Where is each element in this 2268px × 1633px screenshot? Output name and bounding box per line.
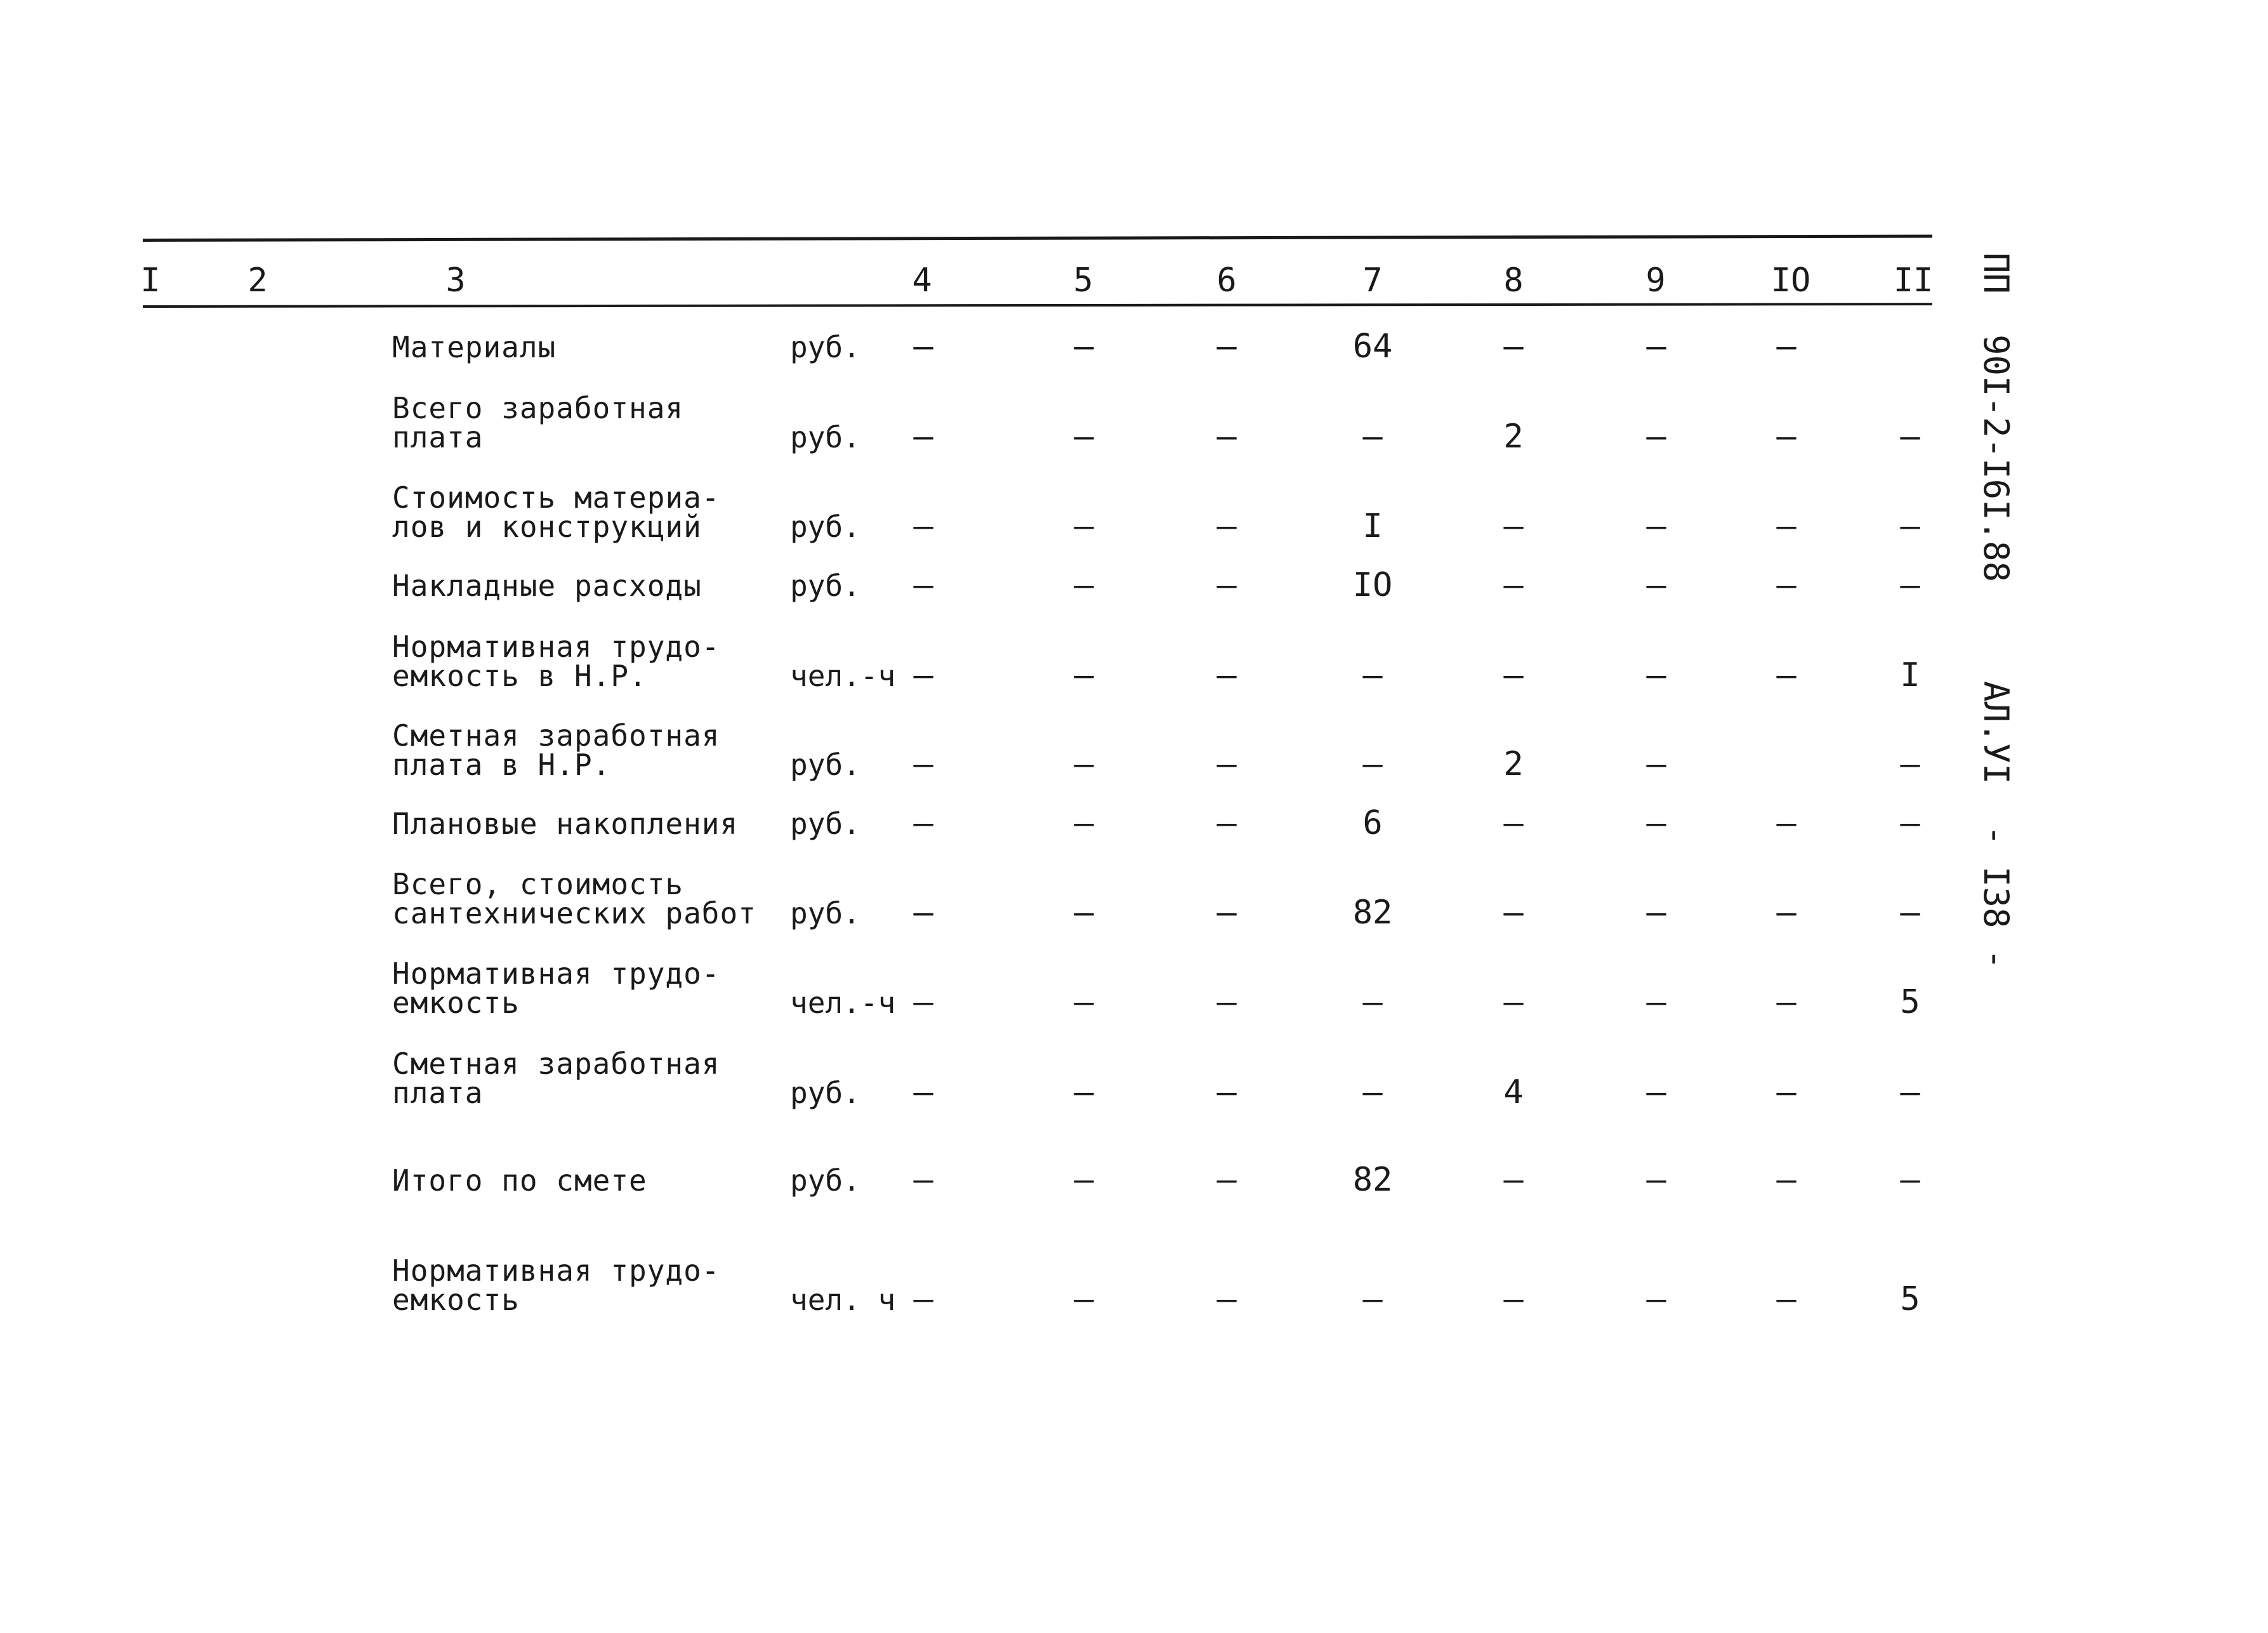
row-cell-col-5: – [1074, 566, 1094, 604]
row-cell-col-6: – [1216, 507, 1237, 545]
row-cell-col-11: – [1900, 418, 1920, 456]
row-cell-col-8: – [1503, 656, 1524, 694]
table-top-rule [143, 235, 1932, 242]
row-cell-col-6: – [1216, 327, 1237, 366]
row-cell-col-4: – [913, 327, 933, 366]
col-header-1: I [140, 261, 161, 300]
col-header-11: II [1893, 261, 1934, 300]
row-cell-col-7: – [1362, 418, 1383, 456]
row-cell-col-9: – [1646, 1161, 1666, 1199]
row-cell-col-8: – [1503, 983, 1524, 1021]
row-cell-col-8: – [1503, 894, 1524, 932]
row-cell-col-8: – [1503, 1280, 1524, 1318]
row-unit: руб. [790, 807, 860, 841]
col-header-4: 4 [912, 261, 932, 300]
row-cell-col-11: I [1900, 656, 1920, 694]
row-label: Нормативная трудо- емкость в Н.Р. [392, 630, 720, 693]
row-unit: руб. [790, 896, 860, 930]
row-cell-col-10: – [1776, 507, 1797, 545]
row-cell-col-5: – [1074, 327, 1094, 366]
row-cell-col-7: I [1362, 507, 1383, 545]
side-stamp-code: 90I-2-I6I.88 [1976, 334, 2016, 583]
row-label: Всего заработная плата [392, 391, 684, 454]
row-cell-col-10: – [1776, 656, 1797, 694]
row-cell-col-7: 82 [1352, 894, 1393, 932]
row-cell-col-10: – [1776, 418, 1797, 456]
row-cell-col-6: – [1216, 566, 1237, 604]
row-label: Сметная заработная плата в Н.Р. [392, 718, 720, 782]
row-cell-col-5: – [1074, 656, 1094, 694]
row-label: Нормативная трудо- емкость [392, 956, 720, 1020]
row-cell-col-8: 2 [1503, 418, 1524, 456]
row-cell-col-10: – [1776, 1161, 1797, 1199]
row-cell-col-10: – [1776, 894, 1797, 932]
col-header-8: 8 [1503, 261, 1524, 300]
row-cell-col-10: – [1776, 327, 1797, 366]
row-unit: руб. [790, 1163, 860, 1198]
row-cell-col-8: 4 [1503, 1073, 1524, 1111]
row-cell-col-7: – [1362, 656, 1383, 694]
row-cell-col-5: – [1074, 804, 1094, 842]
row-cell-col-9: – [1646, 656, 1666, 694]
row-cell-col-5: – [1074, 418, 1094, 456]
table-header-rule [143, 303, 1932, 308]
row-cell-col-9: – [1646, 745, 1666, 783]
side-stamp-page: - I38 - [1976, 825, 2016, 970]
row-unit: руб. [790, 510, 860, 544]
row-cell-col-7: – [1362, 983, 1383, 1021]
row-cell-col-8: – [1503, 507, 1524, 545]
row-cell-col-11: – [1900, 566, 1920, 604]
row-cell-col-10: – [1776, 804, 1797, 842]
row-label: Сметная заработная плата [392, 1047, 720, 1110]
row-cell-col-9: – [1646, 804, 1666, 842]
row-cell-col-8: – [1503, 566, 1524, 604]
col-header-2: 2 [247, 261, 268, 300]
row-label: Накладные расходы [392, 569, 702, 603]
row-cell-col-7: IO [1352, 566, 1393, 604]
row-label: Плановые накопления [392, 807, 739, 841]
row-cell-col-5: – [1074, 1280, 1094, 1318]
side-stamp-series: ПП [1976, 253, 2016, 294]
row-unit: чел. ч [790, 1283, 896, 1317]
row-unit: чел.-ч [790, 659, 896, 693]
row-cell-col-11: – [1900, 745, 1920, 783]
row-unit: руб. [790, 1076, 860, 1110]
row-cell-col-4: – [913, 1073, 933, 1111]
row-cell-col-9: – [1646, 894, 1666, 932]
row-cell-col-10: – [1776, 566, 1797, 604]
row-cell-col-7: 6 [1362, 804, 1383, 842]
row-cell-col-4: – [913, 1280, 933, 1318]
row-cell-col-11: – [1900, 894, 1920, 932]
row-cell-col-7: 64 [1352, 327, 1393, 366]
col-header-6: 6 [1216, 261, 1237, 300]
row-cell-col-8: 2 [1503, 745, 1524, 783]
row-label: Нормативная трудо- емкость [392, 1253, 720, 1317]
row-cell-col-6: – [1216, 745, 1237, 783]
row-cell-col-11: 5 [1900, 1280, 1920, 1318]
row-cell-col-5: – [1074, 894, 1094, 932]
row-label: Стоимость материа- лов и конструкций [392, 480, 720, 544]
row-cell-col-8: – [1503, 804, 1524, 842]
row-cell-col-11: – [1900, 1161, 1920, 1199]
row-cell-col-6: – [1216, 804, 1237, 842]
row-cell-col-9: – [1646, 566, 1666, 604]
row-cell-col-6: – [1216, 418, 1237, 456]
row-cell-col-9: – [1646, 507, 1666, 545]
row-cell-col-5: – [1074, 1073, 1094, 1111]
row-cell-col-4: – [913, 418, 933, 456]
row-cell-col-7: – [1362, 745, 1383, 783]
col-header-5: 5 [1073, 261, 1093, 300]
row-cell-col-11: 5 [1900, 983, 1920, 1021]
row-cell-col-4: – [913, 507, 933, 545]
row-cell-col-6: – [1216, 1161, 1237, 1199]
col-header-10: IO [1770, 261, 1811, 300]
row-cell-col-4: – [913, 1161, 933, 1199]
row-cell-col-5: – [1074, 983, 1094, 1021]
row-cell-col-5: – [1074, 1161, 1094, 1199]
row-cell-col-4: – [913, 804, 933, 842]
row-cell-col-6: – [1216, 1280, 1237, 1318]
col-header-3: 3 [445, 261, 466, 300]
row-cell-col-9: – [1646, 327, 1666, 366]
row-label: Материалы [392, 330, 557, 364]
row-cell-col-10: – [1776, 1073, 1797, 1111]
row-cell-col-11: – [1900, 804, 1920, 842]
row-cell-col-4: – [913, 566, 933, 604]
row-cell-col-8: – [1503, 327, 1524, 366]
row-cell-col-4: – [913, 656, 933, 694]
row-cell-col-4: – [913, 894, 933, 932]
row-cell-col-6: – [1216, 983, 1237, 1021]
row-cell-col-5: – [1074, 745, 1094, 783]
row-cell-col-4: – [913, 745, 933, 783]
row-label: Итого по смете [392, 1163, 647, 1198]
row-cell-col-10: – [1776, 1280, 1797, 1318]
row-unit: чел.-ч [790, 986, 896, 1020]
row-cell-col-8: – [1503, 1161, 1524, 1199]
row-cell-col-7: – [1362, 1073, 1383, 1111]
row-cell-col-11: – [1900, 507, 1920, 545]
row-cell-col-4: – [913, 983, 933, 1021]
col-header-7: 7 [1362, 261, 1383, 300]
row-unit: руб. [790, 330, 860, 364]
row-cell-col-5: – [1074, 507, 1094, 545]
row-cell-col-9: – [1646, 1073, 1666, 1111]
row-cell-col-7: – [1362, 1280, 1383, 1318]
row-cell-col-9: – [1646, 418, 1666, 456]
col-header-9: 9 [1645, 261, 1666, 300]
row-cell-col-7: 82 [1352, 1161, 1393, 1199]
row-cell-col-6: – [1216, 656, 1237, 694]
row-cell-col-6: – [1216, 894, 1237, 932]
row-unit: руб. [790, 420, 860, 454]
row-label: Всего, стоимость сантехнических работ [392, 867, 756, 930]
side-stamp-album: АЛ.УI [1976, 681, 2016, 784]
row-cell-col-10: – [1776, 983, 1797, 1021]
row-cell-col-6: – [1216, 1073, 1237, 1111]
row-unit: руб. [790, 569, 860, 603]
row-cell-col-9: – [1646, 1280, 1666, 1318]
row-unit: руб. [790, 748, 860, 782]
row-cell-col-11: – [1900, 1073, 1920, 1111]
row-cell-col-9: – [1646, 983, 1666, 1021]
